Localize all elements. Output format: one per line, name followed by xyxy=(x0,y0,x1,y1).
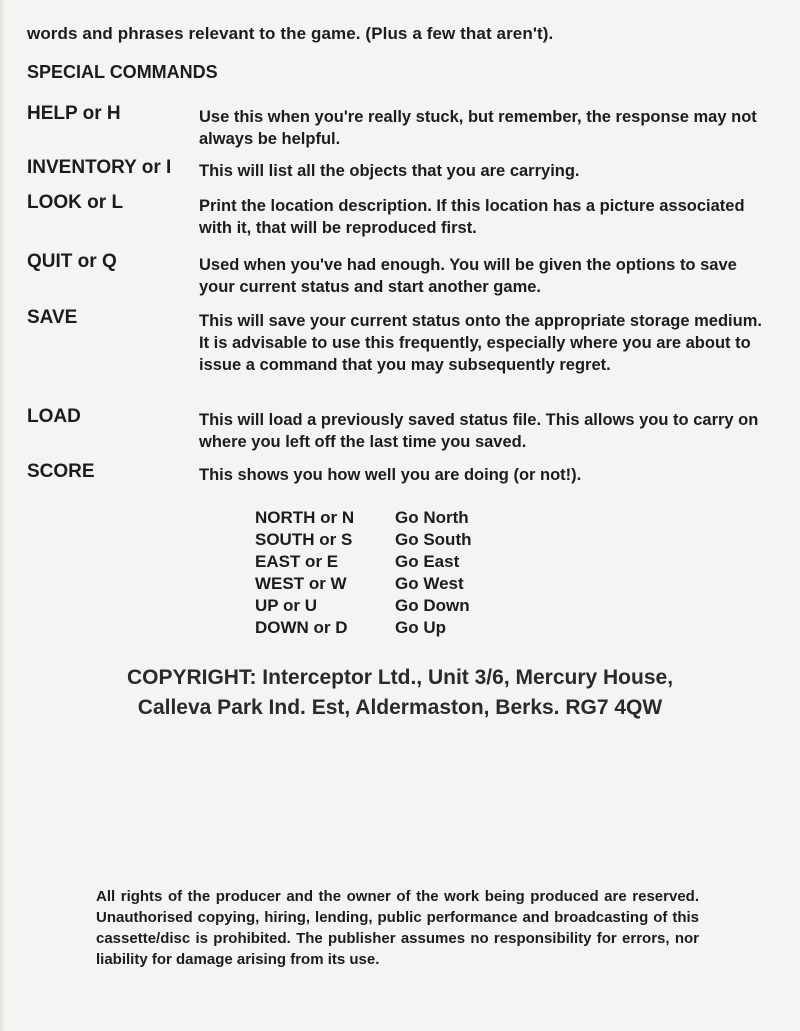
direction-command: SOUTH or S xyxy=(255,530,353,549)
copyright-notice xyxy=(0,663,800,723)
direction-command: DOWN or D xyxy=(255,618,348,637)
command-name: INVENTORY or I xyxy=(27,157,172,178)
command-name: SCORE xyxy=(27,461,95,482)
direction-command: EAST or E xyxy=(255,552,339,571)
direction-command: UP or U xyxy=(255,596,318,615)
direction-meaning: Go East xyxy=(395,552,460,571)
command-description: This will save your current status onto the appropriate storage medium. It is advisable to use this frequently, especially where you are about to issue a command that you may subsequently regret. xyxy=(199,312,762,374)
direction-meaning: Go South xyxy=(395,530,472,549)
copyright-line-1: COPYRIGHT: Interceptor Ltd., Unit 3/6, Mercury House, xyxy=(126,666,674,689)
command-name: QUIT or Q xyxy=(27,251,117,272)
rights-notice: All rights of the producer and the owner of the work being produced are reserved. Unauthorised copying, hiring, lending, public performance and broadcasting of this cassette/disc is prohibited. The publisher assumes no responsibility for errors, nor liability for damage arising from its use. xyxy=(96,888,699,968)
table-row xyxy=(255,529,471,551)
command-name: LOAD xyxy=(27,406,81,427)
direction-meaning: Go North xyxy=(395,508,469,527)
command-name: SAVE xyxy=(27,307,78,328)
command-description: This will load a previously saved status file. This allows you to carry on where you left off the last time you saved. xyxy=(199,411,759,451)
table-row xyxy=(255,595,471,617)
table-row xyxy=(255,573,471,595)
direction-meaning: Go Down xyxy=(395,596,470,615)
command-description: Use this when you're really stuck, but remember, the response may not always be helpful. xyxy=(199,108,757,148)
command-name: HELP or H xyxy=(27,103,121,124)
direction-command: WEST or W xyxy=(255,574,347,593)
intro-line: words and phrases relevant to the game. (Plus a few that aren't). xyxy=(27,24,554,43)
command-description: Used when you've had enough. You will be given the options to save your current status and start another game. xyxy=(199,256,737,296)
direction-commands-table xyxy=(255,507,471,639)
command-description: This shows you how well you are doing (or not!). xyxy=(199,466,582,484)
command-name: LOOK or L xyxy=(27,192,124,213)
copyright-line-2: Calleva Park Ind. Est, Aldermaston, Berks. RG7 4QW xyxy=(137,696,663,719)
special-commands-heading: SPECIAL COMMANDS xyxy=(27,62,218,82)
direction-command: NORTH or N xyxy=(255,508,355,527)
table-row xyxy=(255,617,471,639)
page-edge-shadow xyxy=(0,0,6,1031)
command-description: Print the location description. If this location has a picture associated with it, that will be reproduced first. xyxy=(199,197,745,237)
direction-meaning: Go Up xyxy=(395,618,446,637)
table-row xyxy=(255,551,471,573)
direction-meaning: Go West xyxy=(395,574,464,593)
table-row xyxy=(255,507,471,529)
command-description: This will list all the objects that you are carrying. xyxy=(199,162,580,180)
